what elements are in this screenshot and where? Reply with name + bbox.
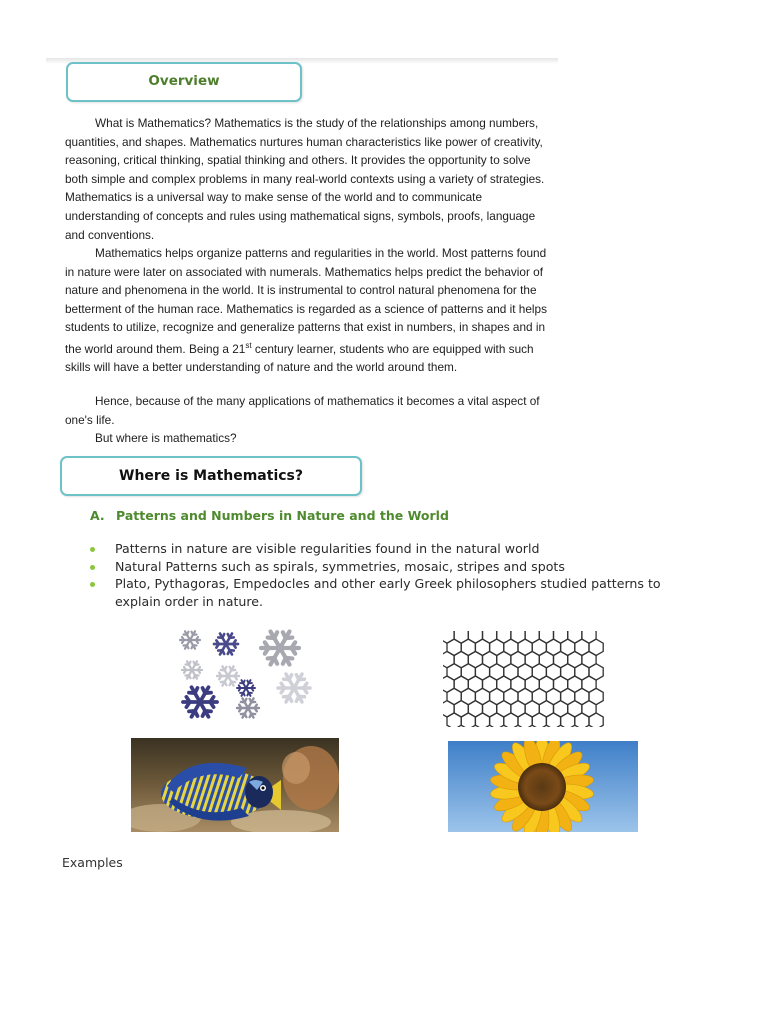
snowflakes-graphic <box>170 626 326 726</box>
hexagon-cell <box>447 713 461 727</box>
paragraph-question <box>65 429 555 448</box>
overview-header-box <box>66 62 302 102</box>
paragraph-patterns <box>65 244 555 377</box>
where-title: Where is Mathematics? <box>119 468 303 484</box>
hexagon-cell <box>532 713 546 727</box>
hexagon-cell <box>497 631 511 643</box>
hexagon-cell <box>504 713 518 727</box>
sunflower-graphic <box>448 741 638 832</box>
hexagon-cell <box>561 713 575 727</box>
bullet-dot-icon <box>90 547 95 552</box>
hexagon-cell <box>454 631 468 643</box>
hexagon-cell <box>539 631 553 643</box>
hexagon-cell <box>525 631 539 643</box>
hexagon-cell <box>575 713 589 727</box>
bullet-dot-icon <box>90 582 95 587</box>
angelfish-graphic <box>131 738 339 832</box>
section-title: Patterns and Numbers in Nature and the World <box>116 508 449 523</box>
hexagon-cell <box>546 713 560 727</box>
being-suffix: century learner, students who are equipped with such skills will have a better understanding of nature and the world around them. <box>65 341 534 375</box>
hexagon-cell <box>468 631 482 643</box>
bullet-list <box>88 540 688 610</box>
where-header-box <box>60 456 362 496</box>
hexagon-cell <box>518 713 532 727</box>
section-letter: A. <box>90 508 105 523</box>
bullet-dot-icon <box>90 565 95 570</box>
hexagon-grid-graphic <box>443 631 613 727</box>
hexagon-cell <box>511 631 525 643</box>
bullet-item <box>88 540 688 558</box>
hexagon-cell <box>461 713 475 727</box>
hexagon-cell <box>475 713 489 727</box>
bullet-text: Plato, Pythagoras, Empedocles and other early Greek philosophers studied patterns to explain order in nature. <box>115 576 661 609</box>
examples-caption: Examples <box>62 855 123 870</box>
paragraph-text: Hence, because of the many applications of mathematics it becomes a vital aspect of one's life. <box>65 394 540 427</box>
paragraph-hence <box>65 392 555 429</box>
bullet-item <box>88 575 688 610</box>
paragraph-text: But where is mathematics? <box>95 431 237 445</box>
paragraph-text: What is Mathematics? Mathematics is the study of the relationships among numbers, quantities, and shapes. Mathematics nurtures human characteristics like power of creativity, reasoning, critical thinking, spatial thinking and others. It provides the opportunity to solve both simple and complex problems in many real-world contexts using a variety of strategies. Mathematics is a universal way to make sense of the world and to communicate understanding of concepts and rules using mathematical signs, symbols, proofs, language and conventions. <box>65 116 545 242</box>
hexagon-cell <box>490 713 504 727</box>
hexagon-grid-image <box>443 631 613 727</box>
paragraph-text: Mathematics helps organize patterns and regularities in the world. Most patterns found in nature were later on associated with numerals. Mathematics helps predict the behavior of nature and phenomena in the world. It is instrumental to control natural phenomena for the betterment of the human race. Mathematics is regarded as a science of patterns and it helps students to utilize, recognize and generalize patterns that exist in numbers, in shapes and in the world around them. <box>65 246 547 356</box>
bullet-item <box>88 558 688 576</box>
bullet-text: Patterns in nature are visible regularities found in the natural world <box>115 541 540 556</box>
overview-title: Overview <box>148 73 220 89</box>
section-heading <box>90 508 449 523</box>
hexagon-cell <box>589 713 603 727</box>
hexagon-cell <box>554 631 568 643</box>
being-prefix: Being a 21 <box>188 341 246 356</box>
hexagon-cell <box>582 631 596 643</box>
bullet-text: Natural Patterns such as spirals, symmetries, mosaic, stripes and spots <box>115 558 565 574</box>
hexagon-cell <box>568 631 582 643</box>
hexagon-cell <box>443 631 454 643</box>
angelfish-image <box>131 738 339 832</box>
snowflakes-image <box>170 626 326 726</box>
paragraph-what-is-math <box>65 114 555 244</box>
sunflower-image <box>448 741 638 832</box>
superscript-st: st <box>245 340 252 350</box>
hexagon-cell <box>483 631 497 643</box>
